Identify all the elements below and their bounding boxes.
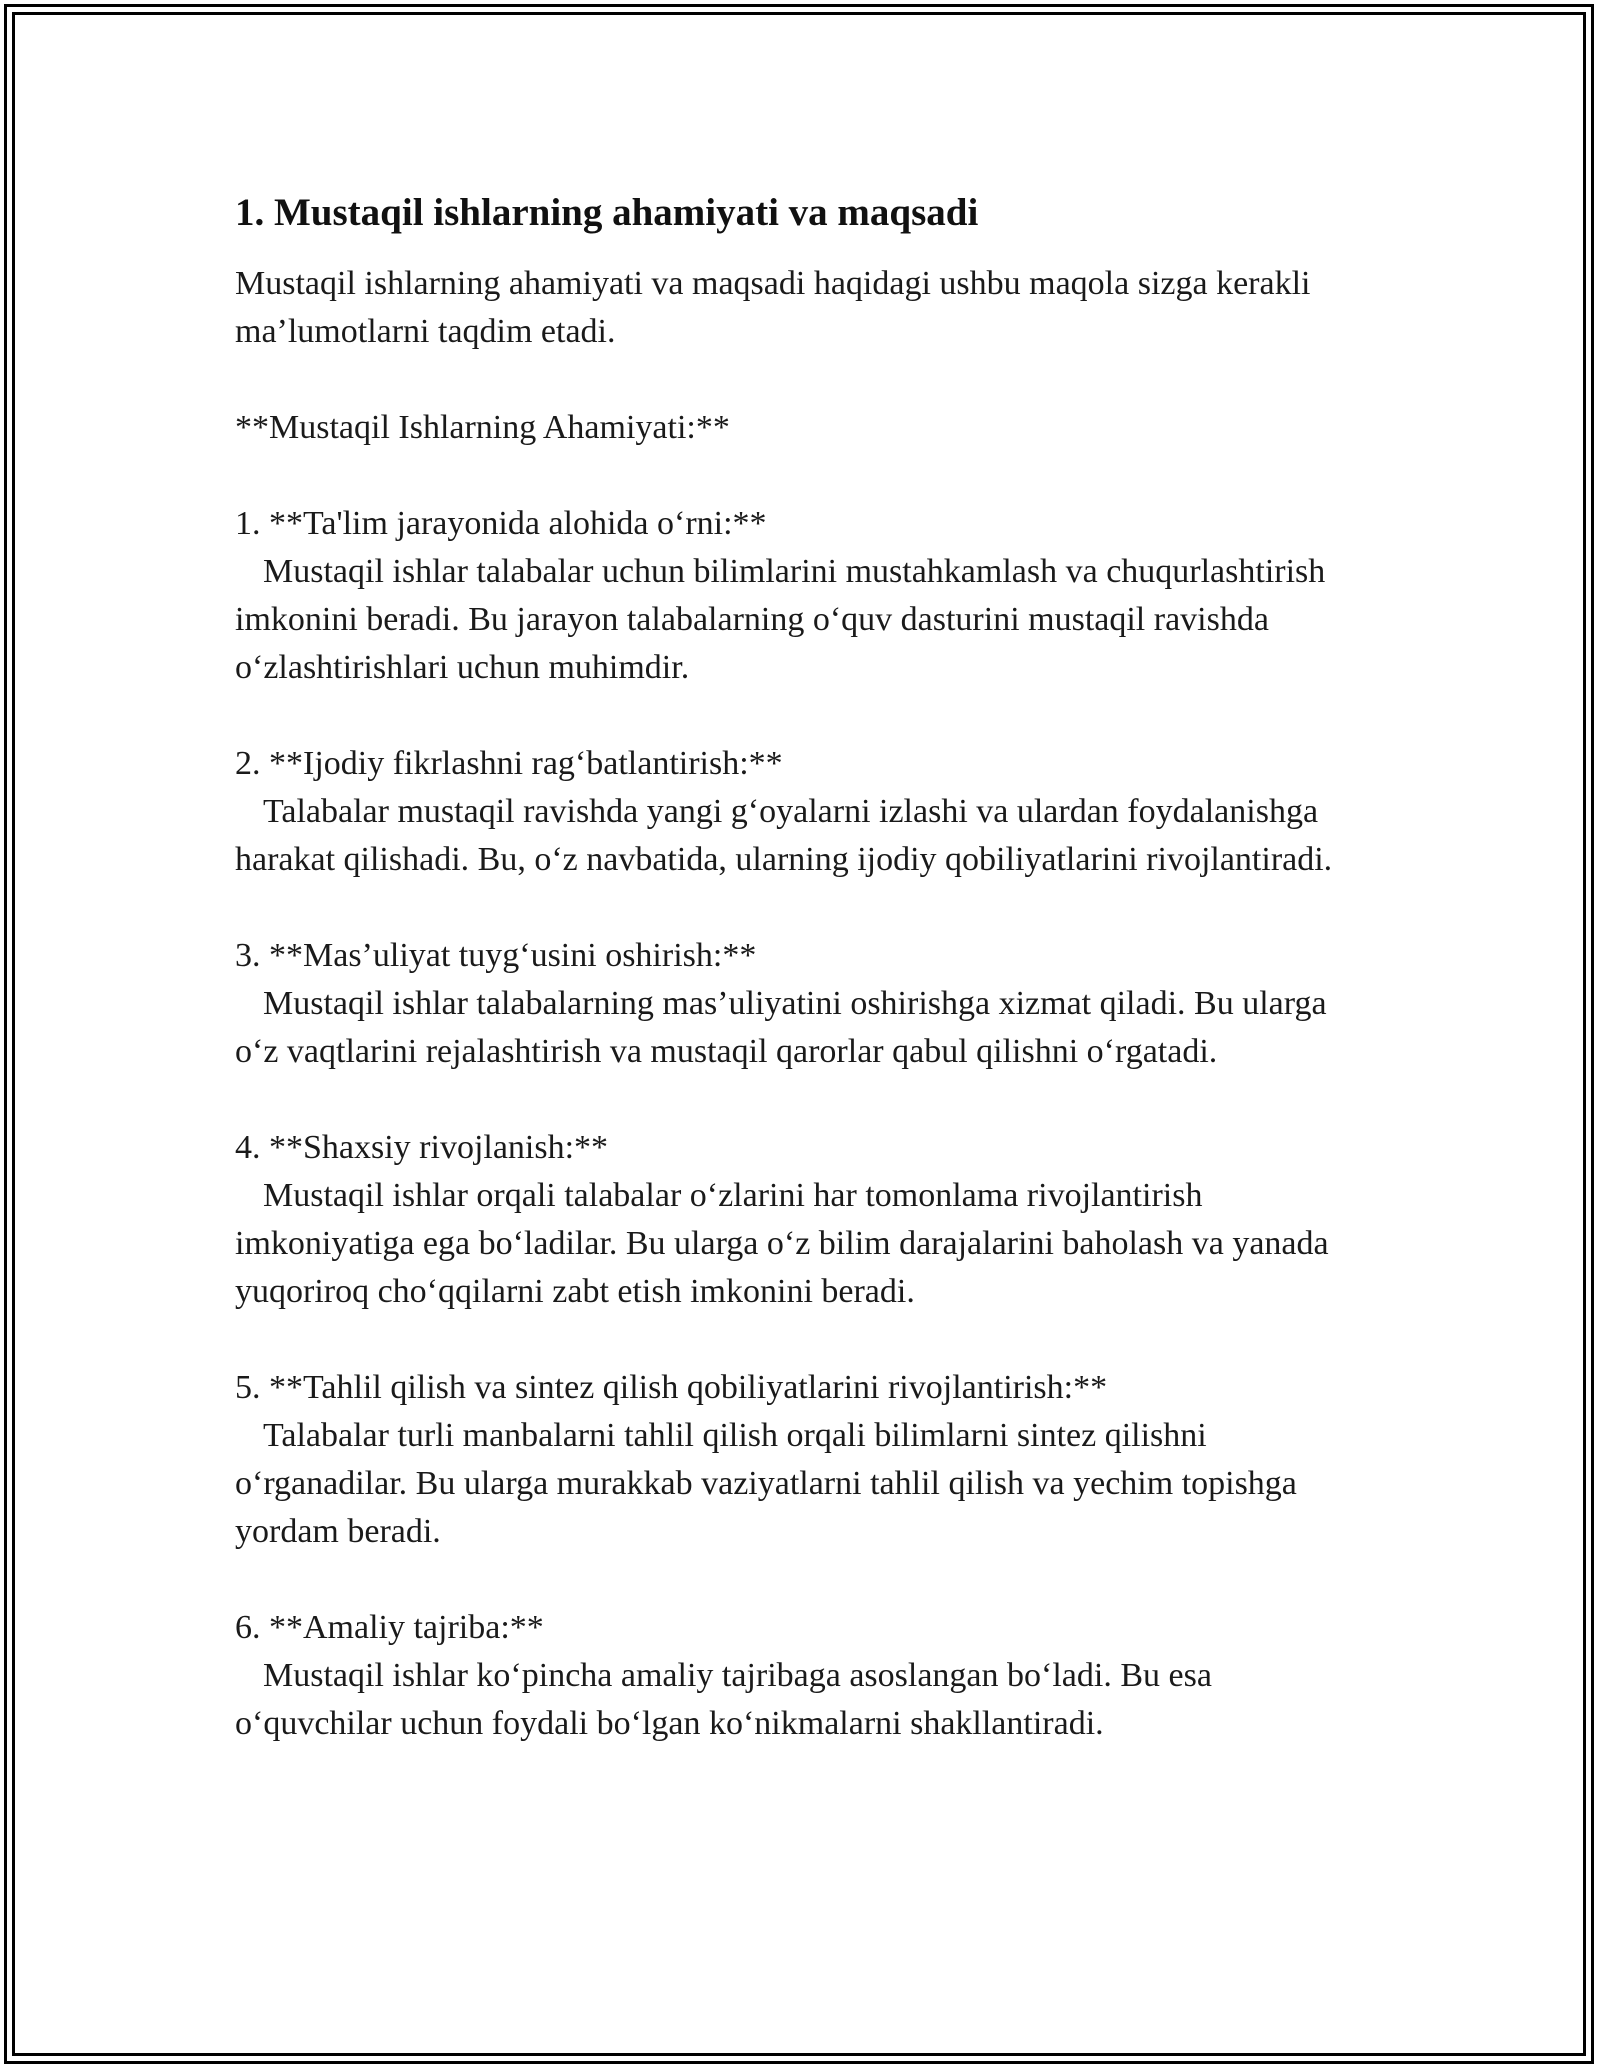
paragraph-gap [235, 1316, 1355, 1364]
paragraph-gap [235, 1556, 1355, 1604]
list-item [235, 500, 1355, 692]
paragraph-gap [235, 1076, 1355, 1124]
list-item [235, 1604, 1355, 1748]
list-item-heading: 3. **Mas’uliyat tuyg‘usini oshirish:** [235, 937, 757, 974]
paragraph-gap [235, 884, 1355, 932]
list-item-heading: 4. **Shaxsiy rivojlanish:** [235, 1129, 609, 1166]
list-item-heading: 6. **Amaliy tajriba:** [235, 1609, 544, 1646]
list-item-body: Mustaqil ishlar ko‘pincha amaliy tajribaga asoslangan bo‘ladi. Bu esa o‘quvchilar uchun foydali bo‘lgan ko‘nikmalarni shakllantiradi. [235, 1657, 1221, 1742]
section-heading: **Mustaqil Ishlarning Ahamiyati:** [235, 409, 730, 446]
paragraph-gap [235, 692, 1355, 740]
list-item-heading: 1. **Ta'lim jarayonida alohida o‘rni:** [235, 505, 767, 542]
list-item-body: Mustaqil ishlar orqali talabalar o‘zlarini har tomonlama rivojlantirish imkoniyatiga ega bo‘ladilar. Bu ularga o‘z bilim darajalarini baholash va yanada yuqoriroq cho‘qqilarni zabt etish imkonini beradi. [235, 1177, 1338, 1310]
document-content [235, 186, 1355, 1748]
list-item-heading: 5. **Tahlil qilish va sintez qilish qobiliyatlarini rivojlantirish:** [235, 1369, 1108, 1406]
document-title: 1. Mustaqil ishlarning ahamiyati va maqsadi [235, 191, 979, 234]
list-item-heading: 2. **Ijodiy fikrlashni rag‘batlantirish:** [235, 745, 783, 782]
list-item-body: Talabalar mustaqil ravishda yangi g‘oyalarni izlashi va ulardan foydalanishga harakat qilishadi. Bu, o‘z navbatida, ularning ijodiy qobiliyatlarini rivojlantiradi. [235, 793, 1333, 878]
list-item [235, 1364, 1355, 1556]
intro-paragraph: Mustaqil ishlarning ahamiyati va maqsadi haqidagi ushbu maqola sizga kerakli ma’lumotlarni taqdim etadi. [235, 265, 1319, 350]
list-item [235, 740, 1355, 884]
list-item-body: Mustaqil ishlar talabalarning mas’uliyatini oshirishga xizmat qiladi. Bu ularga o‘z vaqtlarini rejalashtirish va mustaqil qarorlar qabul qilishni o‘rgatadi. [235, 985, 1336, 1070]
list-item [235, 1124, 1355, 1316]
list-item [235, 932, 1355, 1076]
list-item-body: Talabalar turli manbalarni tahlil qilish orqali bilimlarni sintez qilishni o‘rganadilar. Bu ularga murakkab vaziyatlarni tahlil qilish va yechim topishga yordam beradi. [235, 1417, 1306, 1550]
paragraph-gap [235, 452, 1355, 500]
list-item-body: Mustaqil ishlar talabalar uchun bilimlarini mustahkamlash va chuqurlashtirish imkonini beradi. Bu jarayon talabalarning o‘quv dasturini mustaqil ravishda o‘zlashtirishlari uchun muhimdir. [235, 553, 1334, 686]
paragraph-gap [235, 356, 1355, 404]
